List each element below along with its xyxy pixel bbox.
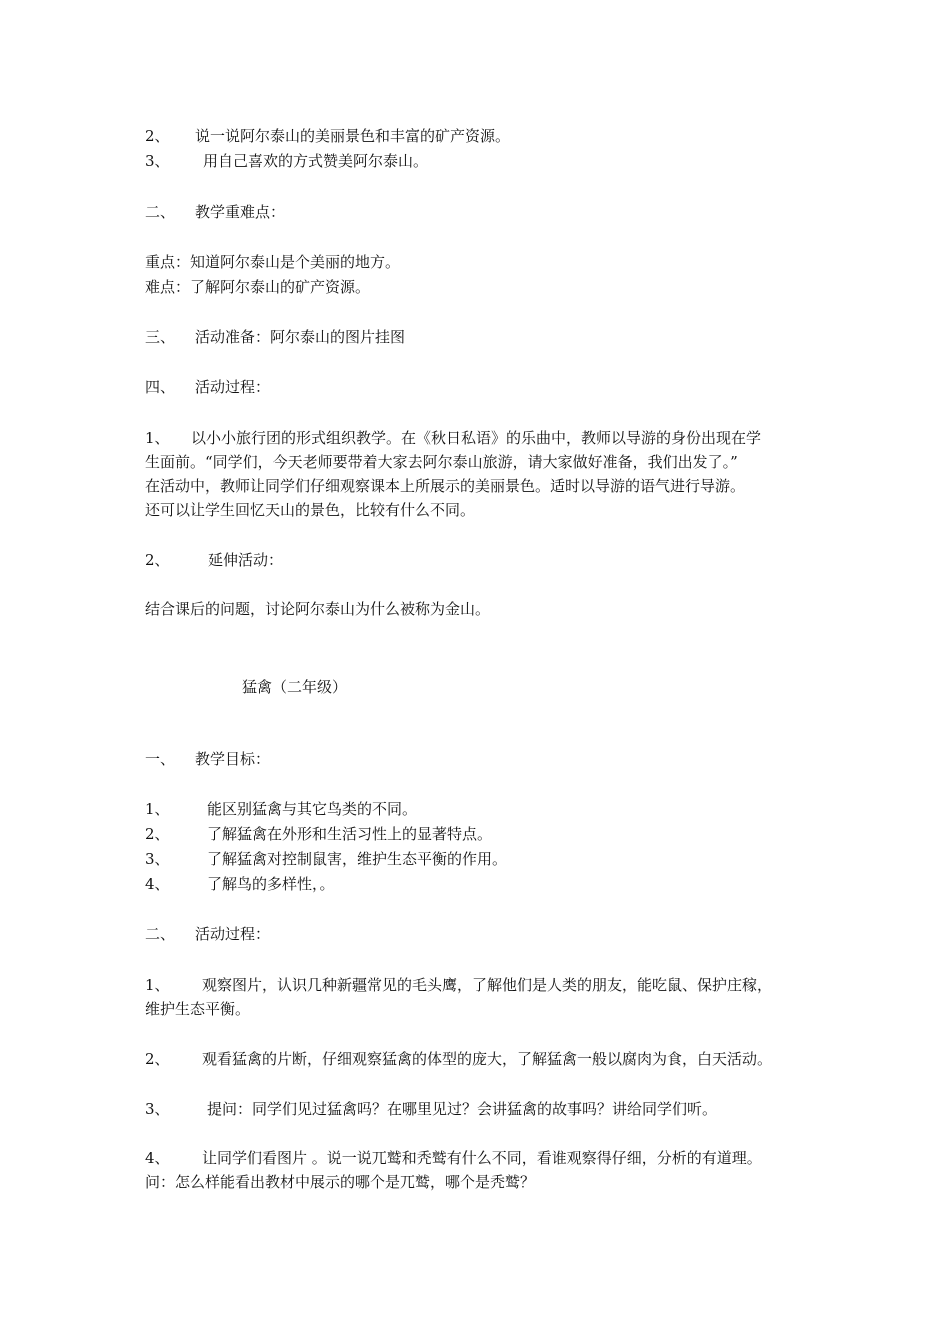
- process-step-2: 2、 延伸活动：: [145, 551, 284, 569]
- goal-item-3: 3、 了解猛禽对控制鼠害，维护生态平衡的作用。: [145, 850, 508, 868]
- key-difficulty-heading: 二、 教学重难点：: [145, 203, 286, 221]
- lesson-title: 猛禽（二年级）: [242, 678, 348, 696]
- process-heading: 四、 活动过程：: [145, 378, 271, 396]
- goal-item-1: 1、 能区别猛禽与其它鸟类的不同。: [145, 800, 418, 818]
- step-1-line2: 维护生态平衡。: [145, 1000, 251, 1018]
- goals-heading: 一、 教学目标：: [145, 750, 271, 768]
- step-1: 1、 观察图片，认识几种新疆常见的毛头鹰，了解他们是人类的朋友，能吃鼠、保护庄稼，: [145, 976, 773, 994]
- step-2: 2、 观看猛禽的片断，仔细观察猛禽的体型的庞大，了解猛禽一般以腐肉为食，白天活动。: [145, 1050, 773, 1068]
- step-4-line2: 问：怎么样能看出教材中展示的哪个是兀鹫，哪个是秃鹫？: [145, 1173, 536, 1191]
- process-step-1: 1、 以小小旅行团的形式组织教学。在《秋日私语》的乐曲中，教师以导游的身份出现在学: [145, 429, 762, 447]
- activity-prep: 三、 活动准备：阿尔泰山的图片挂图: [145, 328, 406, 346]
- process-heading-2: 二、 活动过程：: [145, 925, 271, 943]
- goal-item-2: 2、 了解猛禽在外形和生活习性上的显著特点。: [145, 825, 493, 843]
- step-4: 4、 让同学们看图片 。说一说兀鹫和秃鹫有什么不同，看谁观察得仔细，分析的有道理。: [145, 1149, 762, 1167]
- goal-item-4: 4、 了解鸟的多样性，。: [145, 875, 335, 893]
- difficult-point: 难点：了解阿尔泰山的矿产资源。: [145, 278, 371, 296]
- goal-item-3: 3、 用自己喜欢的方式赞美阿尔泰山。: [145, 152, 429, 170]
- step-3: 3、 提问：同学们见过猛禽吗？在哪里见过？会讲猛禽的故事吗？讲给同学们听。: [145, 1100, 718, 1118]
- process-step-1-line3: 在活动中，教师让同学们仔细观察课本上所展示的美丽景色。适时以导游的语气进行导游。: [145, 477, 746, 495]
- process-step-1-line2: 生面前。“同学们，今天老师要带着大家去阿尔泰山旅游，请大家做好准备，我们出发了。”: [145, 453, 738, 471]
- extension-activity: 结合课后的问题，讨论阿尔泰山为什么被称为金山。: [145, 600, 491, 618]
- key-point: 重点：知道阿尔泰山是个美丽的地方。: [145, 253, 401, 271]
- process-step-1-line4: 还可以让学生回忆天山的景色，比较有什么不同。: [145, 501, 476, 519]
- goal-item-2: 2、 说一说阿尔泰山的美丽景色和丰富的矿产资源。: [145, 127, 511, 145]
